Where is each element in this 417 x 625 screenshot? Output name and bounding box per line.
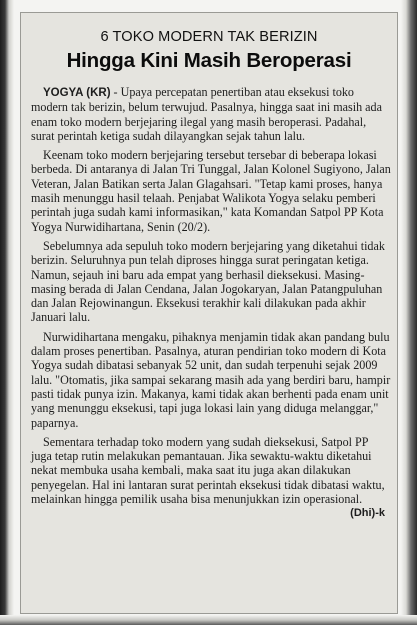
article-paragraph-3: Sebelumnya ada sepuluh toko modern berjejaring yang diketahui tidak berizin. Seluruhnya pun telah diproses hingga surat peringatan ketiga. Namun, sejauh ini baru ada empat yang berhasil dieksekusi. Masing-masing berada di Jalan Cendana, Jalan Jogokaryan, Jalan Patangpuluhan dan Jalan Rejowinangun. Eksekusi terakhir kali dilakukan pada akhir Januari lalu. bbox=[31, 238, 385, 325]
headline-title: Hingga Kini Masih Beroperasi bbox=[66, 49, 352, 72]
article-paragraph-5 bbox=[31, 434, 391, 520]
byline: (Dhi)-k bbox=[350, 507, 385, 520]
headline-kicker: 6 TOKO MODERN TAK BERIZIN bbox=[100, 29, 318, 45]
paragraph-1-text: - Upaya percepatan penertiban atau eksekusi toko modern tak berizin, belum terwujud. Pasalnya, hingga saat ini masih ada enam toko modern berjejaring ilegal yang masih beroperasi. Padahal, surat perintah ketiga sudah dilayangkan sejak tahun lalu. bbox=[31, 85, 382, 143]
newspaper-clipping bbox=[20, 12, 398, 614]
headline-block bbox=[25, 29, 393, 74]
article-paragraph-4: Nurwidihartana mengaku, pihaknya menjamin tidak akan pandang bulu dalam proses penertiban. Pasalnya, aturan pendirian toko modern di Kota Yogya sudah dibatasi sebanyak 52 unit, dan sudah terpenuhi sejak 2009 lalu. "Otomatis, jika sampai sekarang masih ada yang berdiri baru, hampir pasti tidak punya izin. Makanya, kami tidak akan berhenti pada enam unit yang menunggu eksekusi, tapi juga lokasi lain yang diduga melanggar," paparnya. bbox=[31, 329, 391, 430]
article-body bbox=[31, 85, 391, 521]
dateline: YOGYA (KR) bbox=[43, 87, 111, 99]
article-paragraph-2: Keenam toko modern berjejaring tersebut tersebar di beberapa lokasi berbeda. Di antaranya di Jalan Tri Tunggal, Jalan Kolonel Sugiyono, Jalan Veteran, Jalan Batikan serta Jalan Glagahsari. "Tetap kami proses, hanya masih menunggu hasil telaah. Penjabat Walikota Yogya selaku pemberi perintah juga sudah kami informasikan," kata Komandan Satpol PP Kota Yogya Nurwidihartana, Senin (20/2). bbox=[31, 148, 391, 234]
scan-right-edge bbox=[401, 0, 417, 625]
scan-bottom-edge bbox=[0, 615, 417, 625]
article-paragraph-1 bbox=[31, 85, 391, 143]
scan-left-edge bbox=[0, 0, 14, 625]
paragraph-5-text: Sementara terhadap toko modern yang sudah dieksekusi, Satpol PP juga tetap rutin melakukan pemantauan. Jika sewaktu-waktu diketahui nekat membuka usaha kembali, maka saat itu juga akan dilakukan penyegelan. Hal ini lantaran surat perintah eksekusi tidak dibatasi waktu, melainkan hingga pemilik usaha bisa menunjukkan izin operasional. bbox=[31, 434, 385, 507]
